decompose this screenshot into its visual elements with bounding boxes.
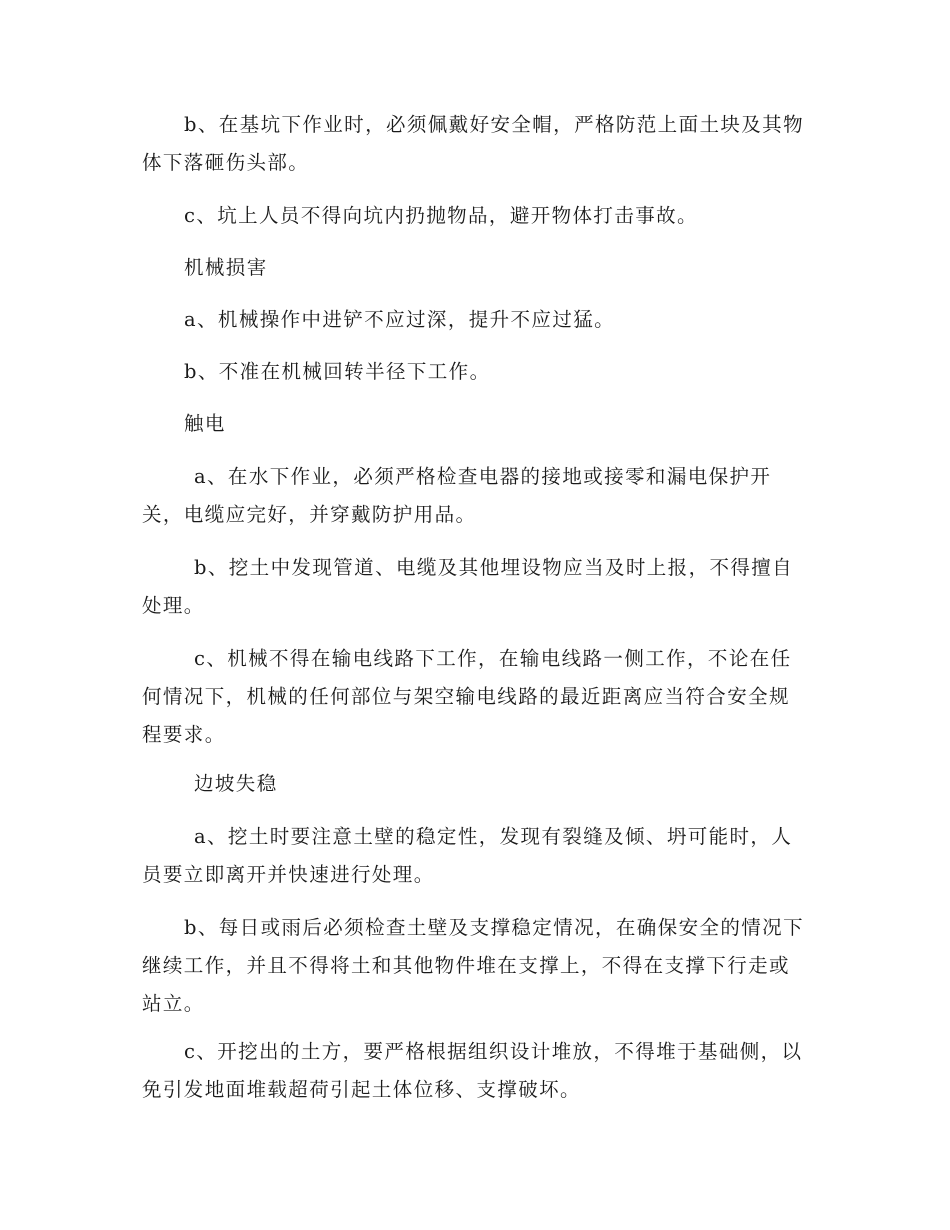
paragraph: c、坑上人员不得向坑内扔抛物品，避开物体打击事故。 (184, 204, 698, 227)
paragraph: c、开挖出的土方，要严格根据组织设计堆放，不得堆于基础侧，以免引发地面堆载超荷引起土体位移、支撑破坏。 (142, 1040, 803, 1101)
paragraph: c、机械不得在输电线路下工作，在输电线路一侧工作，不论在任何情况下，机械的任何部位与架空输电线路的最近距离应当符合安全规程要求。 (142, 647, 792, 746)
paragraph: b、每日或雨后必须检查土壁及支撑稳定情况，在确保安全的情况下继续工作，并且不得将土和其他物件堆在支撑上，不得在支撑下行走或站立。 (142, 916, 804, 1015)
paragraph: b、挖土中发现管道、电缆及其他埋设物应当及时上报，不得擅自处理。 (142, 556, 794, 617)
paragraph: a、在水下作业，必须严格检查电器的接地或接零和漏电保护开关，电缆应完好，并穿戴防护用品。 (142, 465, 772, 526)
section-heading: 边坡失稳 (194, 772, 278, 795)
paragraph: a、机械操作中进铲不应过深，提升不应过猛。 (184, 308, 616, 331)
paragraph: b、不准在机械回转半径下工作。 (184, 360, 491, 383)
section-heading: 触电 (184, 412, 226, 435)
paragraph: b、在基坑下作业时，必须佩戴好安全帽，严格防范上面土块及其物体下落砸伤头部。 (142, 113, 804, 174)
section-heading: 机械损害 (184, 256, 268, 279)
paragraph: a、挖土时要注意土壁的稳定性，发现有裂缝及倾、坍可能时，人员要立即离开并快速进行处理。 (142, 825, 793, 886)
